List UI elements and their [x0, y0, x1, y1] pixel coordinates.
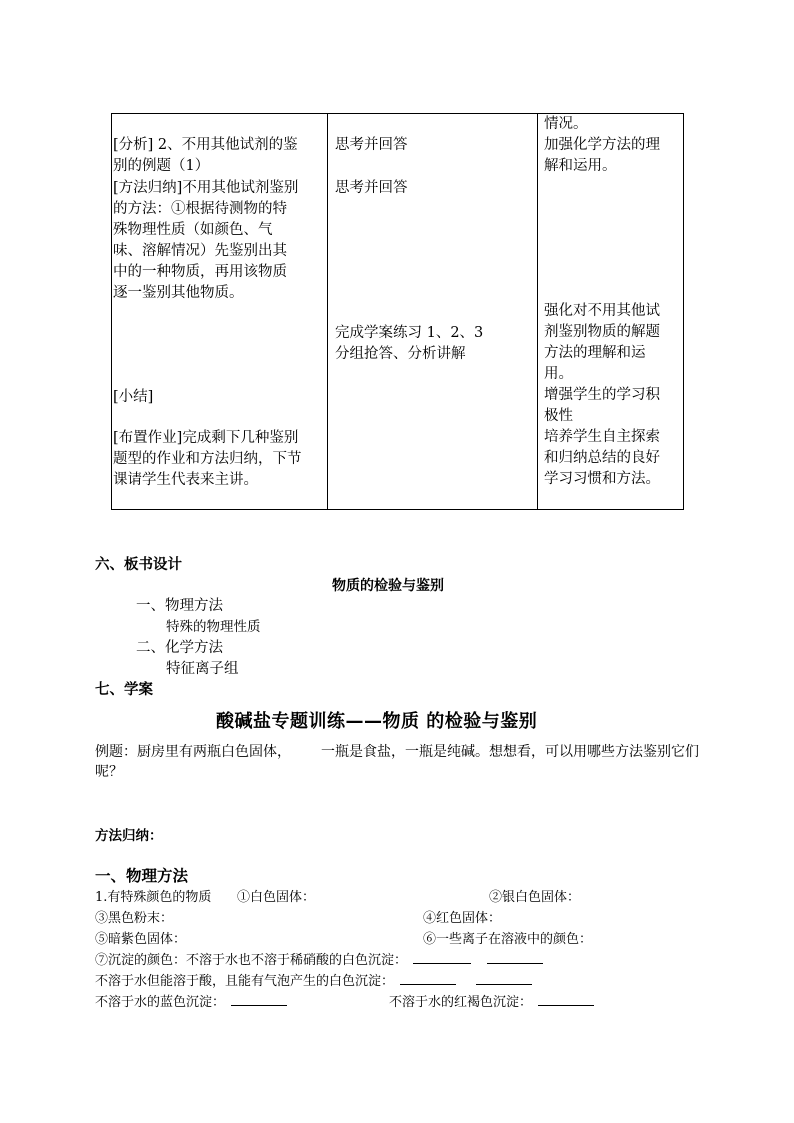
cell-text: 思考并回答 [335, 137, 408, 153]
cell-text: 别的例题（1） [113, 158, 210, 174]
question-label: 不溶于水的红褐色沉淀： [389, 995, 533, 1010]
lesson-table [111, 113, 684, 510]
cell-text: 思考并回答 [335, 180, 408, 196]
question-label: 不溶于水的蓝色沉淀： [95, 995, 226, 1010]
question-text: 1.有特殊颜色的物质 [95, 890, 212, 905]
cell-text: 分组抢答、分析讲解 [335, 346, 466, 362]
question-label: 不溶于水但能溶于酸，且能有气泡产生的白色沉淀： [95, 974, 395, 989]
answer-blank[interactable] [487, 950, 543, 964]
physical-method-heading: 一、物理方法 [95, 867, 189, 885]
question-text: ①白色固体： [237, 890, 316, 905]
question-label: ⑦沉淀的颜色：不溶于水也不溶于稀硝酸的白色沉淀： [95, 953, 408, 968]
question-text [95, 991, 287, 1010]
cell-text: 和归纳总结的良好 [544, 450, 660, 466]
cell-text: 加强化学方法的理 [544, 137, 660, 153]
cell-text: 情况。 [544, 116, 588, 132]
table-cell-student [328, 114, 538, 510]
board-item: 一、物理方法 [136, 598, 223, 614]
question-text: ②银白色固体： [489, 890, 581, 905]
cell-text: 方法的理解和运 [544, 345, 646, 361]
cell-text: 学习习惯和方法。 [544, 471, 660, 487]
study-title: 酸碱盐专题训练——物质 的检验与鉴别 [216, 711, 538, 732]
answer-blank[interactable] [231, 992, 287, 1006]
cell-text: 殊物理性质（如颜色、气 [113, 222, 273, 238]
question-text: ④红色固体： [423, 911, 502, 926]
cell-text: 中的一种物质，再用该物质 [113, 264, 287, 280]
question-text [95, 949, 543, 968]
cell-text: 完成学案练习 1、2、3 [335, 325, 484, 341]
section-heading-board: 六、板书设计 [95, 557, 182, 573]
cell-text: 极性 [544, 408, 573, 424]
answer-blank[interactable] [413, 950, 471, 964]
cell-text: 课请学生代表来主讲。 [113, 472, 258, 488]
board-title: 物质的检验与鉴别 [332, 578, 444, 594]
question-text: ③黑色粉末： [95, 911, 174, 926]
example-text: 呢？ [95, 764, 123, 780]
question-text [389, 991, 594, 1010]
board-item: 特殊的物理性质 [166, 619, 261, 635]
table-cell-teacher [112, 114, 328, 510]
cell-text: 的方法：①根据待测物的特 [113, 201, 287, 217]
cell-text: 强化对不用其他试 [544, 303, 660, 319]
answer-blank[interactable] [476, 971, 532, 985]
board-item: 特征离子组 [166, 661, 239, 677]
section-heading-study: 七、学案 [95, 682, 153, 698]
cell-text: 题型的作业和方法归纳，下节 [113, 451, 302, 467]
cell-text: 用。 [544, 366, 573, 382]
example-text: 例题：厨房里有两瓶白色固体， [95, 744, 291, 760]
cell-text: [分析] 2、不用其他试剂的鉴 [113, 137, 298, 153]
cell-text: 逐一鉴别其他物质。 [113, 285, 244, 301]
cell-text: [小结] [113, 389, 154, 405]
example-text: 一瓶是食盐，一瓶是纯碱。想想看，可以用哪些方法鉴别它们 [321, 744, 699, 760]
answer-blank[interactable] [538, 992, 594, 1006]
cell-text: 培养学生自主探索 [544, 429, 660, 445]
question-text: ⑤暗紫色固体： [95, 932, 187, 947]
cell-text: [方法归纳]不用其他试剂鉴别 [113, 180, 299, 196]
cell-text: 味、溶解情况）先鉴别出其 [113, 243, 287, 259]
method-label: 方法归纳： [95, 828, 163, 844]
answer-blank[interactable] [400, 971, 456, 985]
cell-text: 解和运用。 [544, 158, 617, 174]
question-text: ⑥一些离子在溶液中的颜色： [423, 932, 593, 947]
cell-text: [布置作业]完成剩下几种鉴别 [113, 430, 299, 446]
cell-text: 剂鉴别物质的解题 [544, 324, 660, 340]
table-cell-intent [538, 114, 684, 510]
cell-text: 增强学生的学习积 [544, 387, 660, 403]
question-text [95, 970, 532, 989]
board-item: 二、化学方法 [136, 640, 223, 656]
